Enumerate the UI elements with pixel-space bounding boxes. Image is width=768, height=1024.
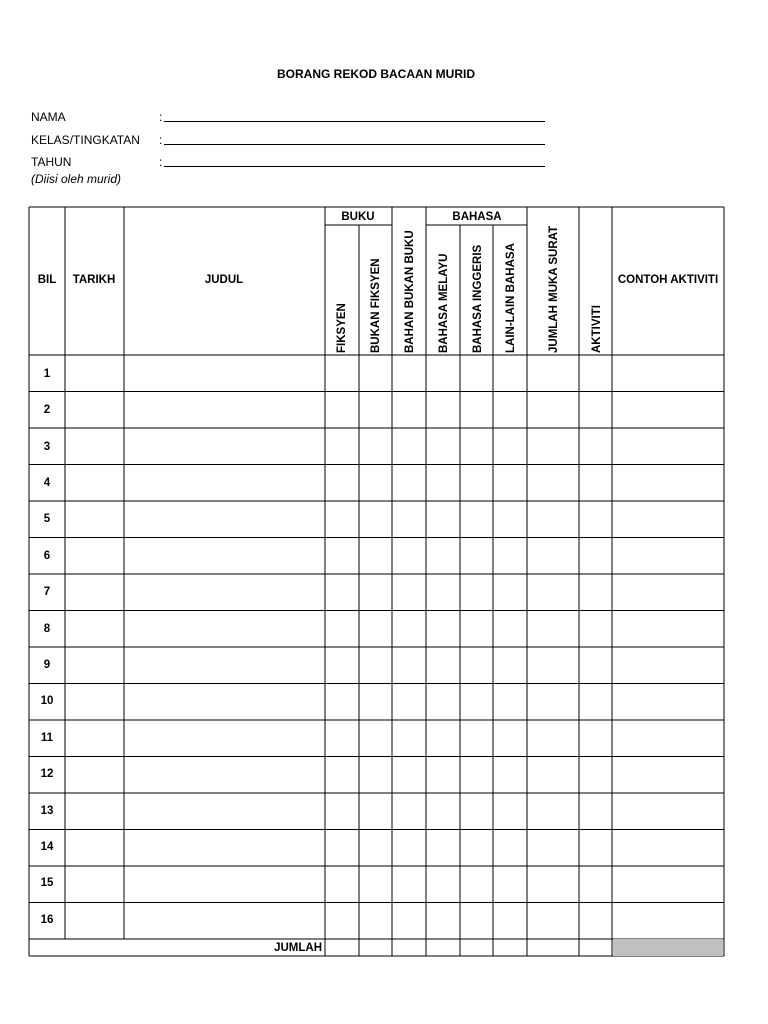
fill-note: (Diisi oleh murid) [31, 172, 122, 186]
header-bahasa: BAHASA [452, 211, 502, 223]
row-number: 2 [43, 404, 51, 416]
row-number: 13 [40, 805, 54, 817]
header-judul: JUDUL [204, 274, 244, 286]
field-tahun-colon: : [159, 155, 163, 169]
header-lain-lain-bahasa: LAIN-LAIN BAHASA [505, 243, 517, 353]
field-tahun-label: TAHUN [31, 155, 72, 169]
row-number: 1 [43, 368, 51, 380]
row-number: 11 [40, 732, 54, 744]
header-buku: BUKU [341, 211, 375, 223]
header-contoh-aktiviti: CONTOH AKTIVITI [617, 274, 719, 286]
row-number: 8 [43, 623, 51, 635]
header-bahan-bukan-buku: BAHAN BUKAN BUKU [404, 230, 416, 353]
row-number: 3 [43, 441, 51, 453]
field-kelas-label: KELAS/TINGKATAN [31, 133, 140, 147]
row-number: 15 [40, 877, 54, 889]
total-shaded-cell [613, 939, 723, 956]
field-nama-label: NAMA [31, 110, 66, 124]
field-kelas-colon: : [159, 133, 163, 147]
row-number: 14 [40, 841, 54, 853]
row-number: 7 [43, 586, 51, 598]
total-label: JUMLAH [274, 942, 322, 954]
row-number: 5 [43, 513, 51, 525]
header-tarikh: TARIKH [72, 274, 116, 286]
row-number: 9 [43, 659, 51, 671]
row-number: 10 [40, 695, 54, 707]
header-fiksyen: FIKSYEN [336, 303, 348, 353]
row-number: 4 [43, 477, 51, 489]
row-number: 12 [40, 768, 54, 780]
header-bukan-fiksyen: BUKAN FIKSYEN [370, 258, 382, 353]
field-nama-colon: : [159, 110, 163, 124]
header-aktiviti: AKTIVITI [591, 305, 603, 353]
row-number: 16 [40, 914, 54, 926]
header-jumlah-muka-surat: JUMLAH MUKA SURAT [548, 225, 560, 353]
header-bil: BIL [37, 274, 57, 286]
form-title: BORANG REKOD BACAAN MURID [277, 67, 475, 81]
row-number: 6 [43, 550, 51, 562]
header-bahasa-melayu: BAHASA MELAYU [438, 253, 450, 353]
header-bahasa-inggeris: BAHASA INGGERIS [472, 244, 484, 353]
